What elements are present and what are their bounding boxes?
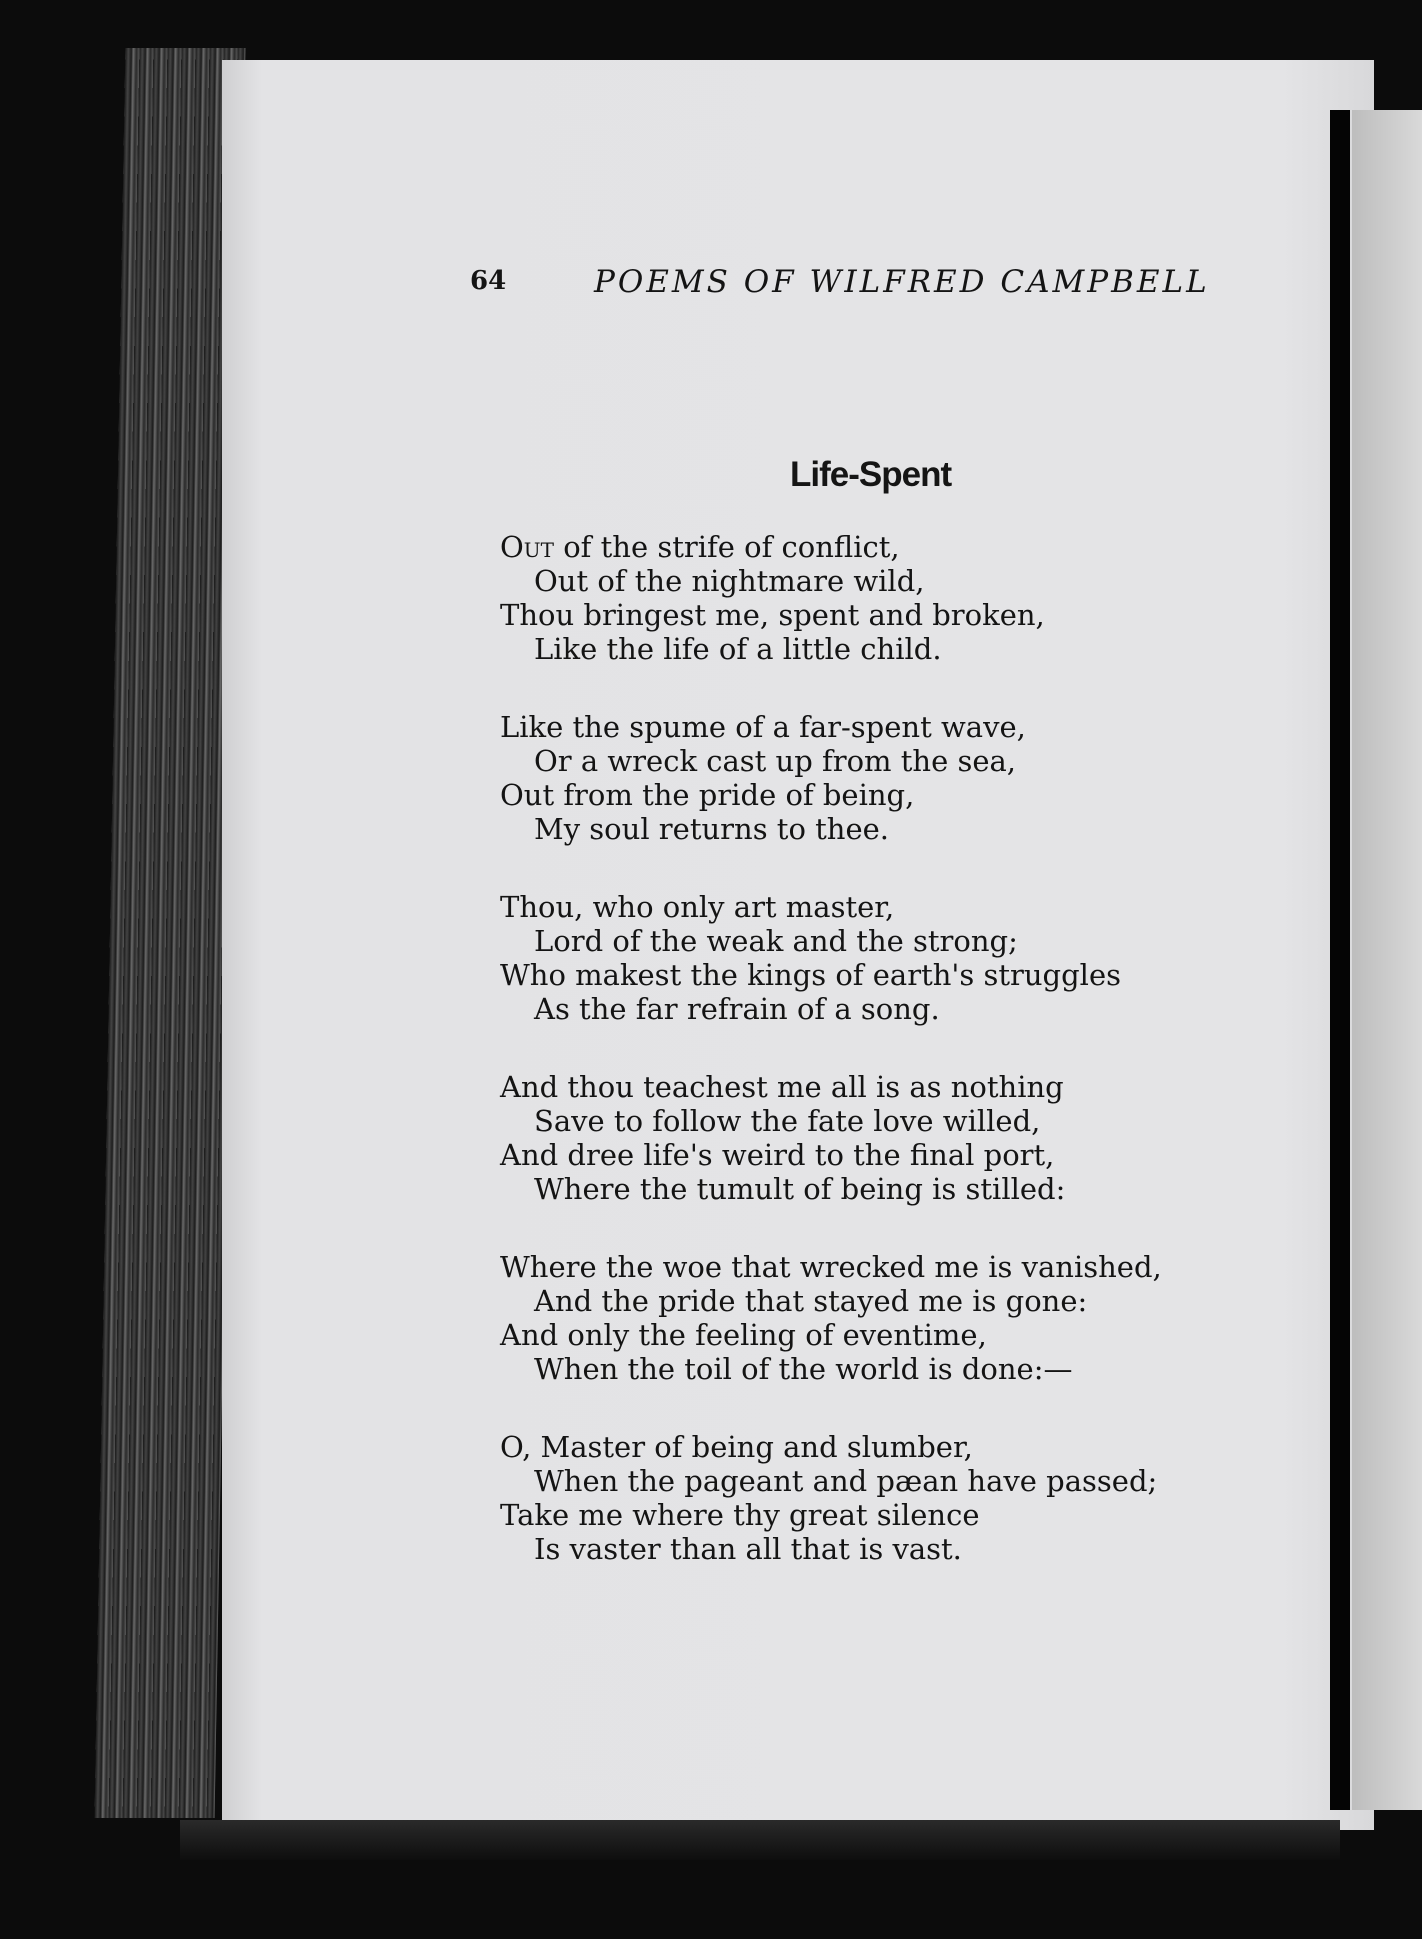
- poem-line: As the far refrain of a song.: [534, 992, 940, 1026]
- poem-line: Save to follow the fate love willed,: [534, 1104, 1041, 1138]
- poem-line: Out of the nightmare wild,: [534, 564, 925, 598]
- stanza-5: [500, 1250, 1220, 1386]
- poem-line: Lord of the weak and the strong;: [534, 924, 1018, 958]
- poem-line: My soul returns to thee.: [534, 812, 890, 846]
- poem-line: Where the woe that wrecked me is vanished,: [500, 1250, 1162, 1284]
- poem-line: And thou teachest me all is as nothing: [500, 1070, 1064, 1104]
- book-gutter: [1330, 110, 1350, 1810]
- poem-line: When the toil of the world is done:—: [534, 1352, 1073, 1386]
- poem-line: Where the tumult of being is stilled:: [534, 1172, 1066, 1206]
- poem-line: Who makest the kings of earth's struggles: [500, 958, 1121, 992]
- stanza-3: [500, 890, 1220, 1026]
- poem-line: And dree life's weird to the final port,: [500, 1138, 1055, 1172]
- poem-line: And only the feeling of eventime,: [500, 1318, 987, 1352]
- stanza-2: [500, 710, 1220, 846]
- poem-line: Like the spume of a far-spent wave,: [500, 710, 1026, 744]
- poem-line: When the pageant and pæan have passed;: [534, 1464, 1158, 1498]
- page-bottom-shadow: [180, 1820, 1340, 1860]
- poem-line: O, Master of being and slumber,: [500, 1430, 973, 1464]
- poem-line: Out from the pride of being,: [500, 778, 915, 812]
- poem-title: Life-Spent: [790, 455, 952, 494]
- poem-line: Thou bringest me, spent and broken,: [500, 598, 1045, 632]
- poem-line: Like the life of a little child.: [534, 632, 942, 666]
- stanza-1: [500, 530, 1220, 666]
- poem-line: Take me where thy great silence: [500, 1498, 980, 1532]
- poem-line: And the pride that stayed me is gone:: [534, 1284, 1088, 1318]
- poem-line: Thou, who only art master,: [500, 890, 895, 924]
- stanza-6: [500, 1430, 1220, 1566]
- book-title: POEMS OF WILFRED CAMPBELL: [594, 264, 1210, 300]
- page-number: 64: [470, 266, 507, 296]
- poem-line: [500, 530, 1220, 564]
- poem-line: Or a wreck cast up from the sea,: [534, 744, 1017, 778]
- poem-line: Is vaster than all that is vast.: [534, 1532, 962, 1566]
- line-text: of the strife of conflict,: [553, 530, 900, 564]
- first-word-smallcaps: Out: [500, 530, 554, 564]
- stanza-4: [500, 1070, 1220, 1206]
- poem-body: [500, 530, 1220, 1610]
- facing-page-edge: [1352, 110, 1422, 1810]
- running-header: [470, 262, 1210, 306]
